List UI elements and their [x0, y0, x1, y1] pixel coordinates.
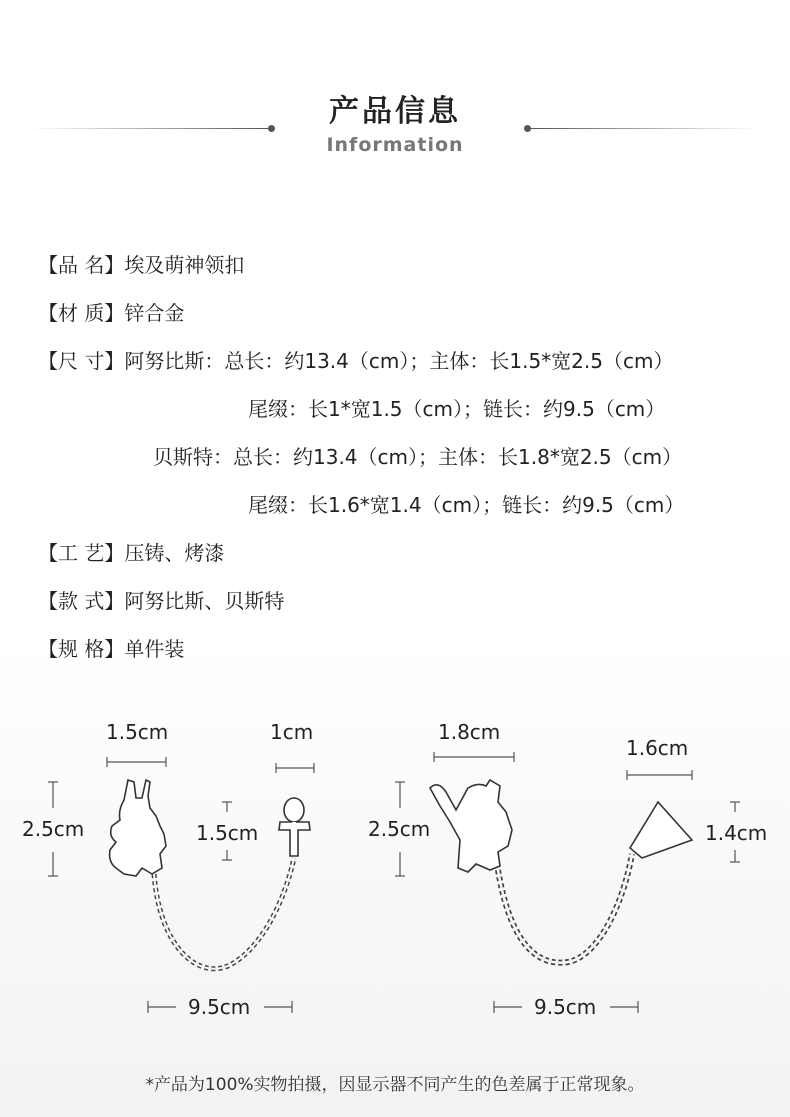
right-tail-height-label: 1.4cm — [705, 821, 768, 845]
spec-value: 压铸、烤漆 — [124, 541, 225, 565]
page-subtitle: Information — [326, 134, 464, 156]
chain-left — [154, 858, 294, 969]
disclaimer-note: *产品为100%实物拍摄，因显示器不同产生的色差属于正常现象。 — [145, 1075, 645, 1095]
right-chain-length-label: 9.5cm — [534, 995, 597, 1019]
chain-right — [498, 854, 632, 963]
spec-value: 尾缀：长1*宽1.5（cm）；链长：约9.5（cm） — [248, 397, 666, 421]
left-body-width-label: 1.5cm — [106, 720, 169, 744]
spec-label: 【款 式】 — [38, 589, 125, 613]
left-chain-length-label: 9.5cm — [188, 995, 251, 1019]
anubis-pin-shape — [110, 780, 166, 876]
right-tail-width-label: 1.6cm — [626, 736, 689, 760]
spec-value: 单件装 — [124, 637, 185, 661]
spec-label: 【尺 寸】 — [38, 349, 125, 373]
spec-value: 阿努比斯：总长：约13.4（cm）；主体：长1.5*宽2.5（cm） — [124, 349, 674, 373]
spec-value: 锌合金 — [124, 301, 185, 325]
spec-label: 【规 格】 — [38, 637, 125, 661]
page-title: 产品信息 — [329, 94, 461, 129]
spec-label: 【品 名】 — [38, 253, 125, 277]
left-tail-height-label: 1.5cm — [196, 821, 259, 845]
spec-value: 埃及萌神领扣 — [124, 253, 245, 277]
spec-value: 贝斯特：总长：约13.4（cm）；主体：长1.8*宽2.5（cm） — [153, 445, 683, 469]
bastet-pin-shape — [430, 780, 512, 872]
spec-label: 【材 质】 — [38, 301, 125, 325]
triangle-pin-shape — [630, 802, 692, 858]
spec-value: 阿努比斯、贝斯特 — [124, 589, 285, 613]
left-tail-width-label: 1cm — [270, 720, 314, 744]
right-body-width-label: 1.8cm — [438, 720, 501, 744]
spec-label: 【工 艺】 — [38, 541, 125, 565]
left-body-height-label: 2.5cm — [22, 817, 85, 841]
spec-value: 尾缀：长1.6*宽1.4（cm）；链长：约9.5（cm） — [248, 493, 685, 517]
ankh-pin-shape — [279, 798, 310, 856]
right-body-height-label: 2.5cm — [368, 817, 431, 841]
